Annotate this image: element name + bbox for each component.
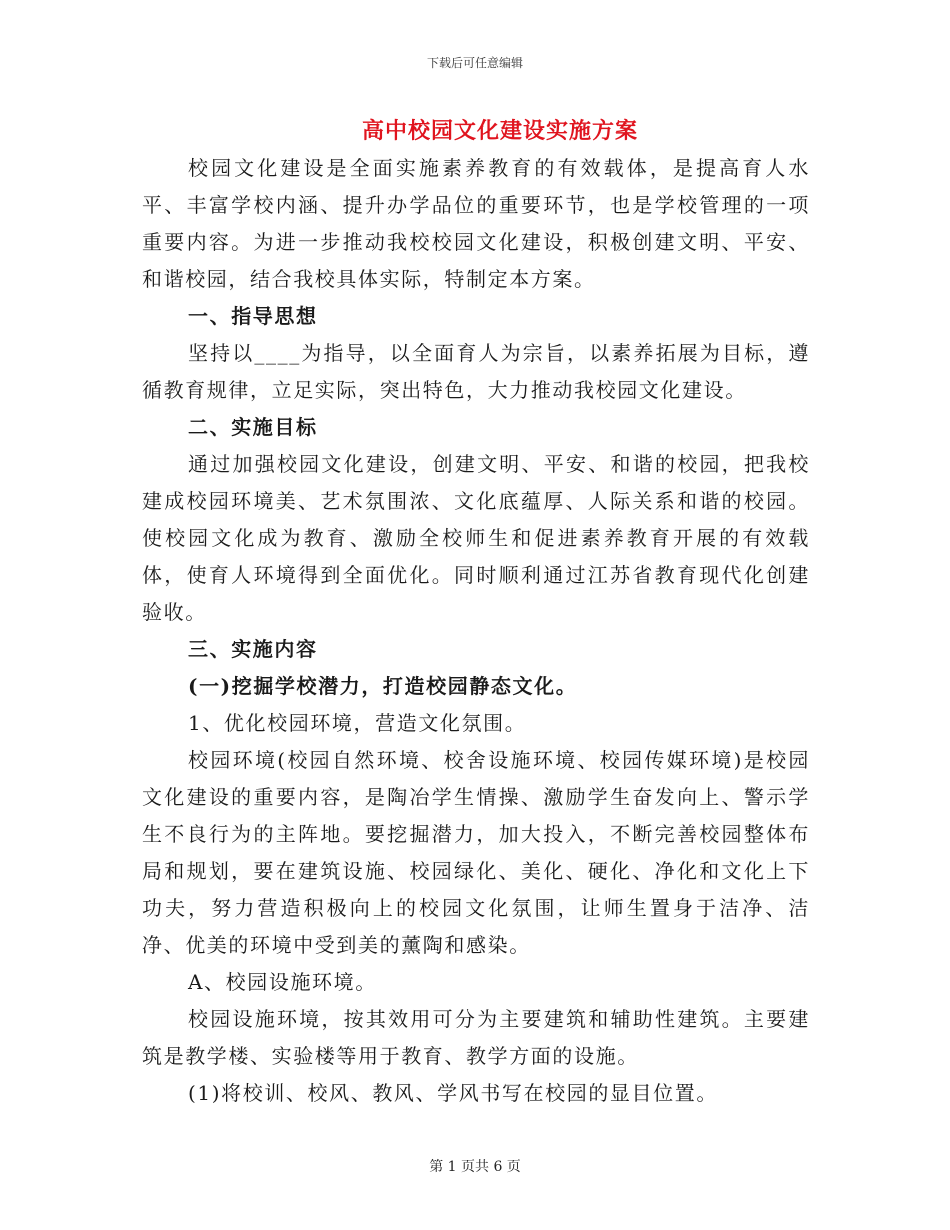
subsection-heading-static-culture: (一)挖掘学校潜力，打造校园静态文化。: [188, 674, 578, 698]
section-heading-goals: 二、实施目标: [188, 415, 318, 439]
section-heading-content: 三、实施内容: [188, 637, 318, 661]
goals-paragraph: 通过加强校园文化建设，创建文明、平安、和谐的校园，把我校建成校园环境美、艺术氛围浓、文化底蕴厚、人际关系和谐的校园。使校园文化成为教育、激励全校师生和促进素养教育开展的有效载体，使育人环境得到全面优化。同时顺利通过江苏省教育现代化创建验收。: [142, 452, 810, 624]
guiding-ideology-paragraph: 坚持以____为指导，以全面育人为宗旨，以素养拓展为目标，遵循教育规律，立足实际，突出特色，大力推动我校园文化建设。: [142, 341, 810, 402]
header-note: 下载后可任意编辑: [426, 56, 523, 70]
page-footer: 第 1 页共 6 页: [429, 1159, 521, 1175]
document-body: [142, 150, 810, 1112]
intro-paragraph: 校园文化建设是全面实施素养教育的有效载体，是提高育人水平、丰富学校内涵、提升办学品位的重要环节，也是学校管理的一项重要内容。为进一步推动我校校园文化建设，积极创建文明、平安、和谐校园，结合我校具体实际，特制定本方案。: [142, 156, 810, 291]
environment-paragraph: 校园环境(校园自然环境、校舍设施环境、校园传媒环境)是校园文化建设的重要内容，是陶冶学生情操、激励学生奋发向上、警示学生不良行为的主阵地。要挖掘潜力，加大投入，不断完善校园整体布局和规划，要在建筑设施、校园绿化、美化、硬化、净化和文化上下功夫，努力营造积极向上的校园文化氛围，让师生置身于洁净、洁净、优美的环境中受到美的薰陶和感染。: [142, 748, 810, 957]
section-heading-guiding-ideology: 一、指导思想: [188, 304, 318, 328]
item-heading-environment: 1、优化校园环境，营造文化氛围。: [188, 711, 527, 735]
document-title: 高中校园文化建设实施方案: [361, 118, 638, 144]
facilities-paragraph: 校园设施环境，按其效用可分为主要建筑和辅助性建筑。主要建筑是教学楼、实验楼等用于教育、教学方面的设施。: [142, 1007, 810, 1068]
list-item-motto: (1)将校训、校风、教风、学风书写在校园的显目位置。: [188, 1081, 718, 1105]
item-heading-facilities: A、校园设施环境。: [188, 970, 377, 994]
